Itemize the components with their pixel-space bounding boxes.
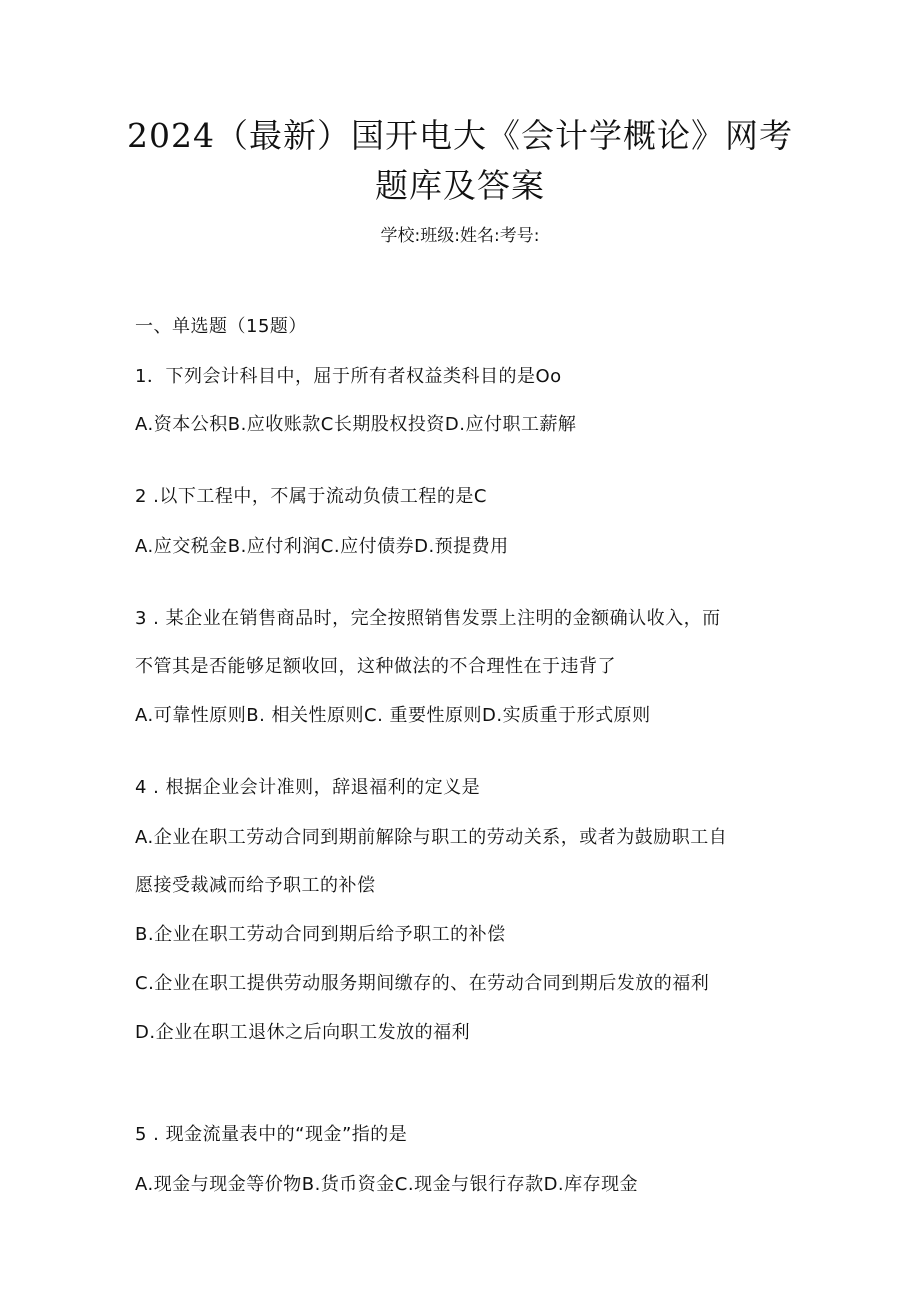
question-5-stem: 5 . 现金流量表中的“现金”指的是 [135,1124,408,1145]
question-3-stem-line-2: 不管其是否能够足额收回，这种做法的不合理性在于违背了 [135,656,616,677]
student-info-line: 学校:班级:姓名:考号: [380,226,540,246]
question-1-stem: 1．下列会计科目中，屈于所有者权益类科目的是Oo [135,366,562,387]
document-title-line-1: 2024（最新）国开电大《会计学概论》网考 [127,116,793,155]
question-1-options: A.资本公积B.应收账款C长期股权投资D.应付职工薪解 [135,414,577,435]
question-4-option-d: D.企业在职工退休之后向职工发放的福利 [135,1022,471,1043]
question-4-option-a-line-2: 愿接受裁减而给予职工的补偿 [135,875,376,896]
question-2-stem: 2 .以下工程中，不属于流动负债工程的是C [135,486,487,507]
question-5-options: A.现金与现金等价物B.货币资金C.现金与银行存款D.库存现金 [135,1174,639,1195]
question-4-stem: 4 . 根据企业会计准则，辞退福利的定义是 [135,777,481,798]
question-2-options: A.应交税金B.应付利润C.应付债券D.预提费用 [135,536,509,557]
question-4-option-b: B.企业在职工劳动合同到期后给予职工的补偿 [135,924,506,945]
question-3-stem-line-1: 3 . 某企业在销售商品时，完全按照销售发票上注明的金额确认收入，而 [135,608,721,629]
section-heading: 一、单选题（15题） [135,316,307,337]
question-4-option-c: C.企业在职工提供劳动服务期间缴存的、在劳动合同到期后发放的福利 [135,973,710,994]
question-3-options: A.可靠性原则B. 相关性原则C. 重要性原则D.实质重于形式原则 [135,705,651,726]
document-title-line-2: 题库及答案 [375,166,545,205]
question-4-option-a-line-1: A.企业在职工劳动合同到期前解除与职工的劳动关系，或者为鼓励职工自 [135,827,728,848]
